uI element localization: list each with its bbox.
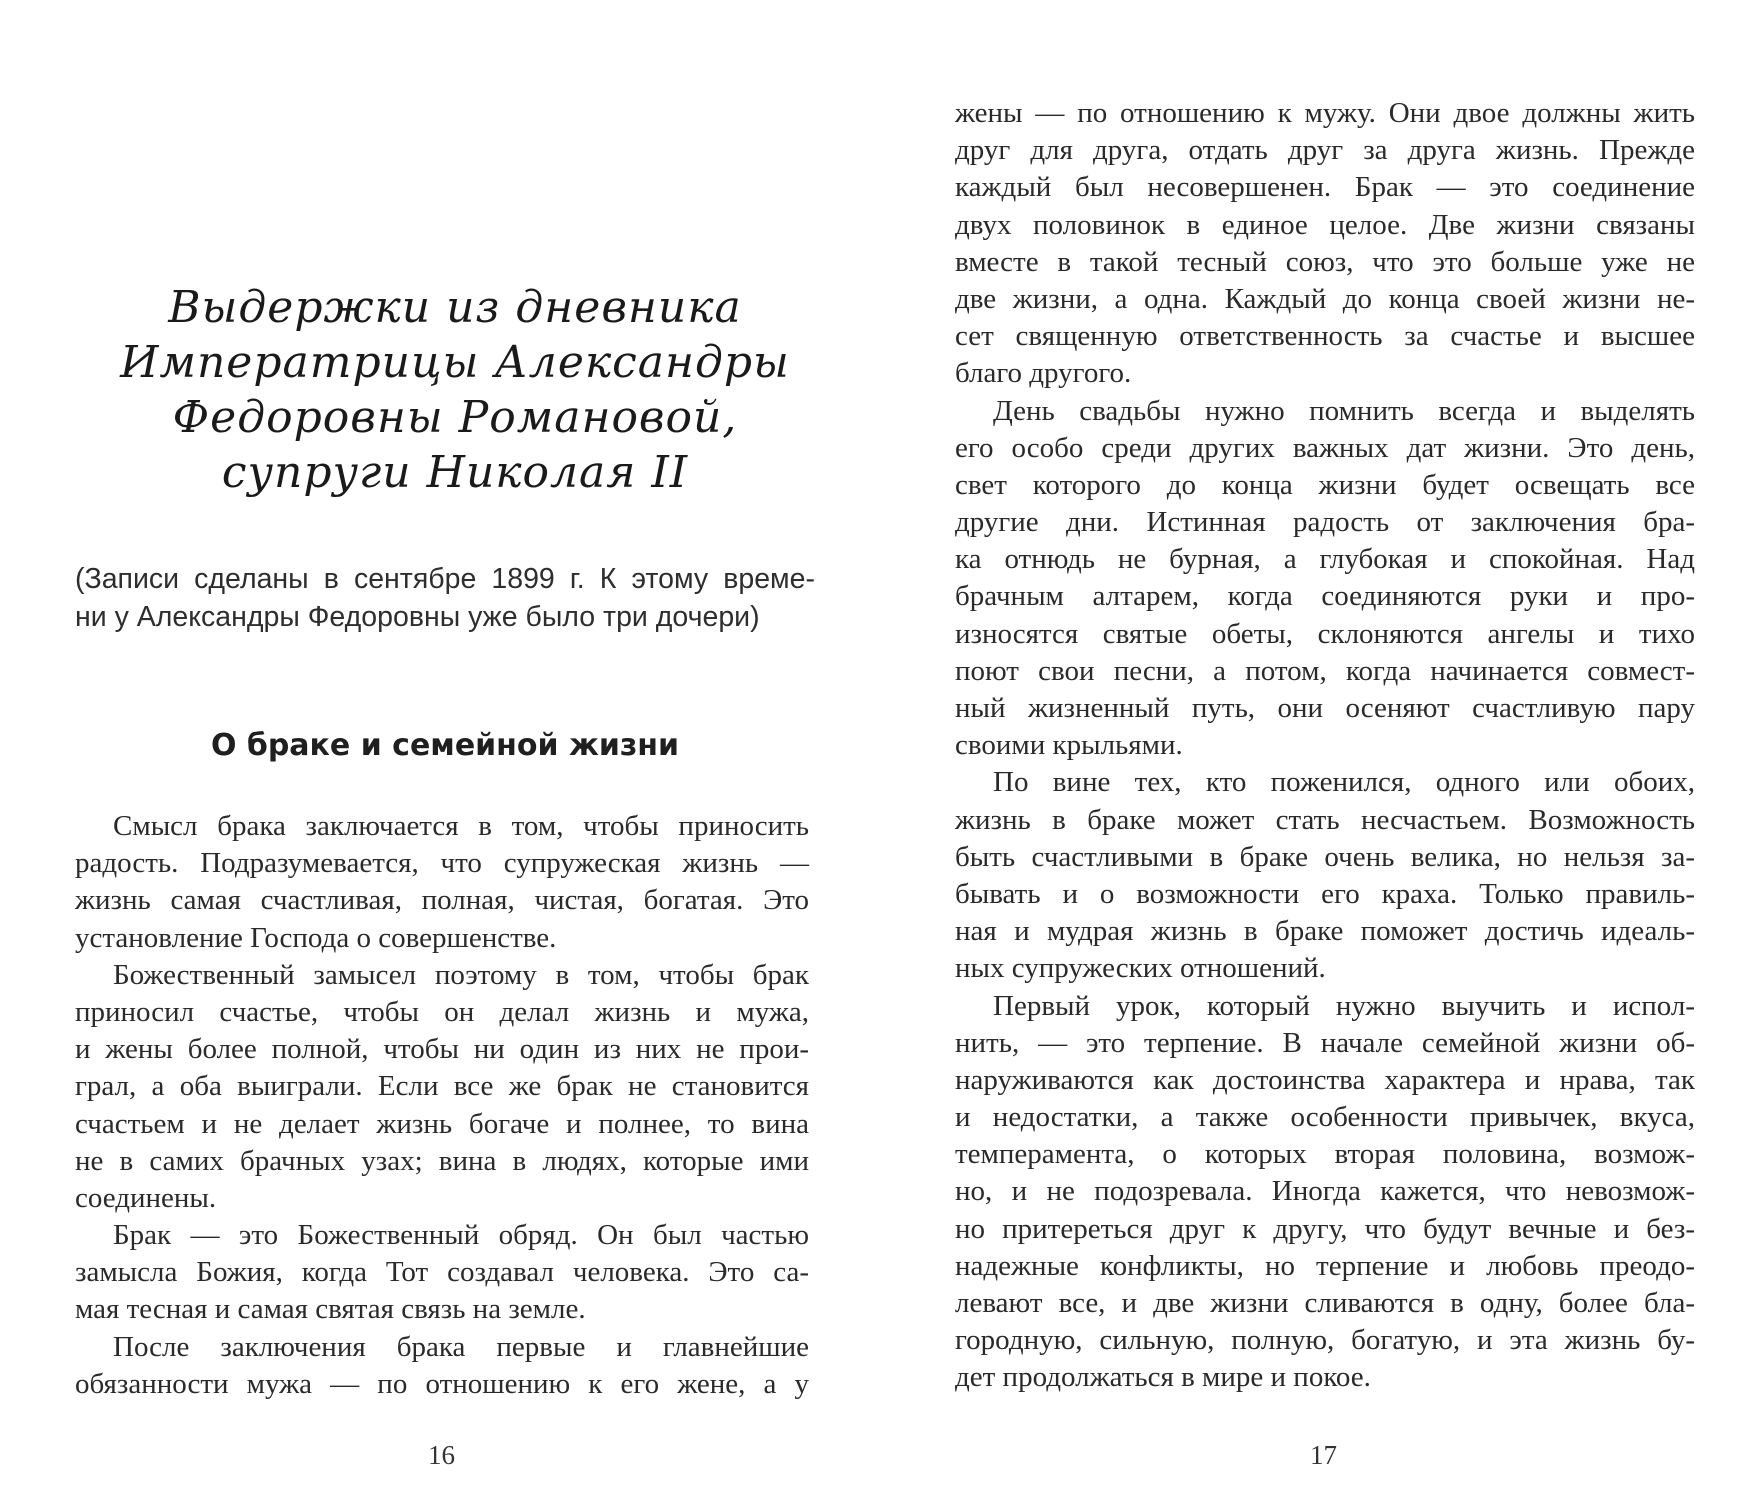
body-line: быть счастливыми в браке очень велика, но нельзя за- — [955, 840, 1695, 873]
left-body-text — [75, 808, 809, 1403]
body-line: свет которого до конца жизни будет освещать все — [955, 468, 1695, 501]
body-line: приносил счастье, чтобы он делал жизнь и мужа, — [75, 995, 809, 1028]
chapter-title-line: Императрицы Александры — [120, 337, 790, 388]
body-line: нить, — это терпение. В начале семейной жизни об- — [955, 1026, 1695, 1059]
body-line: Первый урок, который нужно выучить и испол- — [993, 989, 1695, 1022]
body-line: и жены более полной, чтобы ни один из них не прои- — [75, 1033, 809, 1066]
body-line: и недостатки, а также особенности привычек, вкуса, — [955, 1101, 1695, 1134]
body-line: бывать и о возможности его краха. Только правиль- — [955, 877, 1695, 910]
body-line: но притереться друг к другу, что будут вечные и без- — [955, 1212, 1695, 1245]
body-line: День свадьбы нужно помнить всегда и выделять — [993, 394, 1695, 427]
chapter-title-line: Федоровны Романовой, — [172, 392, 738, 443]
intro-note — [75, 560, 815, 636]
intro-note-line: (Записи сделаны в сентябре 1899 г. К этому време- — [75, 563, 815, 595]
section-heading: О браке и семейной жизни — [210, 728, 680, 763]
body-line: ная и мудрая жизнь в браке поможет достичь идеаль- — [955, 915, 1695, 948]
chapter-title — [110, 280, 800, 500]
body-line: После заключения брака первые и главнейшие — [113, 1330, 809, 1363]
body-line: установление Господа о совершенстве. — [75, 921, 557, 954]
body-line: брачным алтарем, когда соединяются руки и про- — [955, 580, 1695, 613]
page-number: 16 — [428, 1440, 455, 1470]
body-line: левают все, и две жизни сливаются в одну, более бла- — [955, 1287, 1695, 1319]
body-line: радость. Подразумевается, что супружеская жизнь — — [75, 847, 809, 880]
intro-note-line: ни у Александры Федоровны уже было три дочери) — [75, 601, 760, 633]
body-line: наруживаются как достоинства характера и нрава, так — [955, 1063, 1695, 1096]
body-line: сет священную ответственность за счастье и высшее — [955, 320, 1695, 353]
chapter-title-line: супруги Николая II — [221, 447, 689, 498]
body-line: обязанности мужа — по отношению к его жене, а у — [75, 1367, 809, 1400]
body-line: каждый был несовершенен. Брак — это соединение — [955, 171, 1695, 204]
body-line: Брак — это Божественный обряд. Он был частью — [113, 1219, 809, 1252]
body-line: жизнь самая счастливая, полная, чистая, богатая. Это — [75, 884, 809, 917]
body-line: две жизни, а одна. Каждый до конца своей жизни не- — [955, 282, 1695, 315]
body-line: надежные конфликты, но терпение и любовь преодо- — [955, 1249, 1695, 1282]
body-line: жены — по отношению к мужу. Они двое должны жить — [955, 97, 1695, 129]
body-line: ка отнюдь не бурная, а глубокая и спокойная. Над — [955, 543, 1695, 576]
body-line: его особо среди других важных дат жизни. Это день, — [955, 431, 1695, 464]
body-line: вместе в такой тесный союз, что это больше уже не — [955, 245, 1695, 278]
body-line: Божественный замысел поэтому в том, чтобы брак — [113, 958, 809, 991]
chapter-title-line: Выдержки из дневника — [168, 282, 742, 333]
body-line: замысла Божия, когда Тот создавал человека. Это са- — [75, 1256, 809, 1289]
body-line: благо другого. — [955, 357, 1132, 390]
body-line: ных супружеских отношений. — [955, 952, 1326, 985]
body-line: соединены. — [75, 1181, 217, 1214]
body-line: Смысл брака заключается в том, чтобы приносить — [113, 810, 809, 842]
body-line: городную, сильную, полную, богатую, и эта жизнь бу- — [955, 1324, 1695, 1357]
body-line: ный жизненный путь, они осеняют счастливую пару — [955, 692, 1695, 724]
body-line: жизнь в браке может стать несчастьем. Возможность — [955, 803, 1695, 836]
body-line: поют свои песни, а потом, когда начинается совмест- — [955, 654, 1695, 687]
body-line: друг для друга, отдать друг за друга жизнь. Прежде — [955, 134, 1695, 167]
page-number: 17 — [1310, 1440, 1337, 1470]
body-line: дет продолжаться в мире и покое. — [955, 1361, 1371, 1394]
body-line: износятся святые обеты, склоняются ангелы и тихо — [955, 617, 1695, 650]
body-line: не в самих брачных узах; вина в людях, которые ими — [75, 1144, 809, 1177]
body-line: двух половинок в единое целое. Две жизни связаны — [955, 208, 1695, 241]
body-line: мая тесная и самая святая связь на земле. — [75, 1293, 586, 1326]
body-line: темперамента, о которых вторая половина, возмож- — [955, 1138, 1695, 1171]
right-body-text — [955, 95, 1695, 1397]
right-page — [870, 0, 1745, 1505]
body-line: своими крыльями. — [955, 729, 1183, 762]
body-line: По вине тех, кто поженился, одного или обоих, — [993, 766, 1695, 799]
left-page — [0, 0, 870, 1505]
body-line: грал, а оба выиграли. Если все же брак не становится — [75, 1070, 809, 1103]
body-line: счастьем и не делает жизнь богаче и полнее, то вина — [75, 1107, 809, 1140]
body-line: но, и не подозревала. Иногда кажется, что невозмож- — [955, 1175, 1695, 1208]
body-line: другие дни. Истинная радость от заключения бра- — [955, 506, 1695, 539]
